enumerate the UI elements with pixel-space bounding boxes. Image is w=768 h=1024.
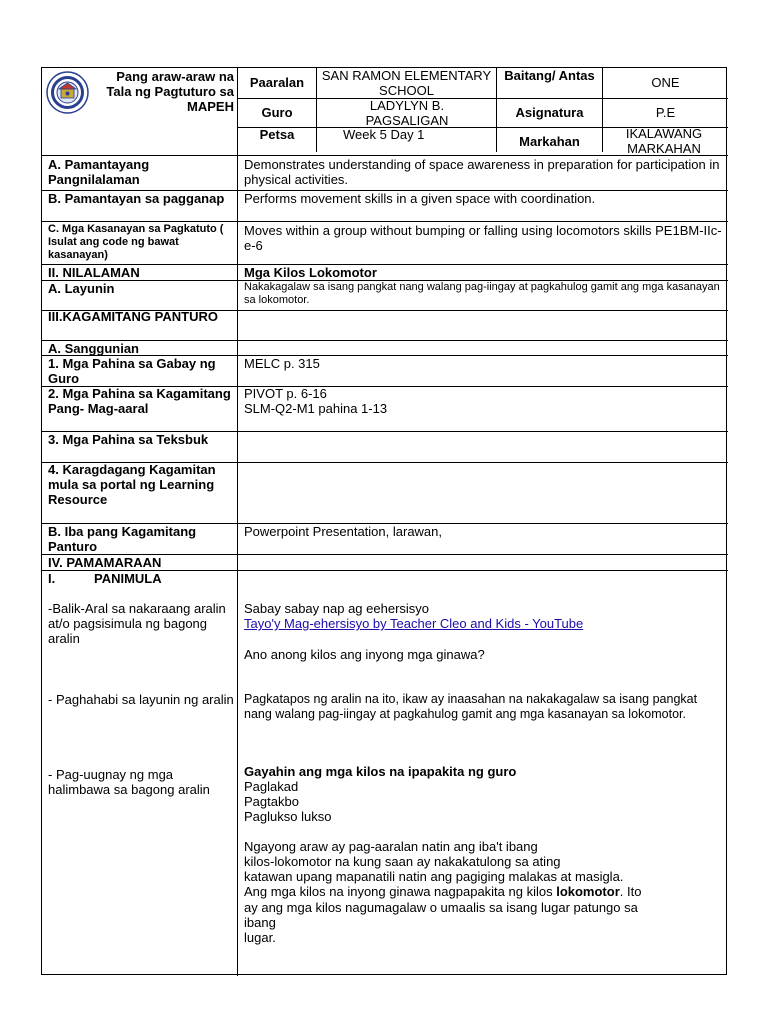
baitang-value: ONE (651, 75, 680, 90)
pag-uugnay-label: - Pag-uugnay ng mga halimbawa sa bagong aralin (48, 767, 210, 797)
paghahabi-label: - Paghahabi sa layunin ng aralin (48, 692, 234, 707)
teksbuk-label: 3. Mga Pahina sa Teksbuk (48, 432, 209, 447)
deped-seal (46, 71, 89, 114)
paragraph-text: . Ito (619, 884, 642, 899)
kagamitang-mag-aaral-label: 2. Mga Pahina sa Kagamitang Pang- Mag-aaral (48, 386, 231, 416)
kilos-paglukso: Paglukso lukso (244, 809, 332, 824)
pamantayan-sa-pagganap-label: B. Pamantayan sa pagganap (48, 191, 225, 206)
petsa-value: Week 5 Day 1 (343, 127, 425, 142)
paaralan-value: SAN RAMON ELEMENTARY SCHOOL (321, 68, 492, 98)
layunin-label: A. Layunin (48, 281, 115, 296)
layunin-value: Nakakagalaw sa isang pangkat nang walang pag-iingay at pagkahulog gamit ang mga kasanayan sa lokomotor. (244, 281, 720, 306)
pamamaraan-label: IV. PAMAMARAAN (48, 555, 162, 570)
document-title: Pang araw-araw na Tala ng Pagtuturo sa MAPEH (106, 69, 234, 114)
asignatura-label: Asignatura (515, 105, 584, 120)
guro-label: Guro (261, 105, 293, 120)
paragraph-text: Ang mga kilos na inyong ginawa nagpapakita ng kilos (244, 884, 557, 899)
pamantayang-pangnilalaman-label: A. Pamantayang Pangnilalaman (48, 157, 150, 187)
nilalaman-value: Mga Kilos Lokomotor (244, 265, 377, 280)
paragraph-line: Ngayong araw ay pag-aaralan natin ang iba't ibang (244, 839, 538, 854)
baitang-label: Baitang/ Antas (504, 68, 595, 83)
gayahin-heading: Gayahin ang mga kilos na ipapakita ng guro (244, 764, 517, 779)
paragraph-line: katawan upang mapanatili natin ang pagiging malakas at masigla. (244, 869, 624, 884)
lokomotor-emphasis: lokomotor (556, 884, 620, 899)
youtube-video-link[interactable]: Tayo'y Mag-ehersisyo by Teacher Cleo and Kids - YouTube (244, 616, 584, 631)
markahan-value: IKALAWANG MARKAHAN (625, 126, 703, 156)
pamantayang-pangnilalaman-value: Demonstrates understanding of space awareness in preparation for participation in physical activities. (244, 157, 720, 187)
gabay-ng-guro-value: MELC p. 315 (244, 356, 320, 371)
paragraph-line (244, 884, 641, 899)
iba-pang-kagamitan-value: Powerpoint Presentation, larawan, (244, 524, 443, 539)
markahan-label: Markahan (519, 134, 580, 149)
kagamitang-mag-aaral-value-1: PIVOT p. 6-16 (244, 386, 327, 401)
kagamitang-mag-aaral-value-2: SLM-Q2-M1 pahina 1-13 (244, 401, 388, 416)
guro-value: LADYLYN B. PAGSALIGAN (365, 98, 449, 128)
lesson-plan-table (41, 67, 727, 975)
row-divider (42, 221, 728, 222)
kasanayan-label: C. Mga Kasanayan sa Pagkatuto ( Isulat ang code ng bawat kasanayan) (48, 223, 224, 261)
row-divider (42, 155, 728, 156)
nilalaman-label: II. NILALAMAN (48, 265, 140, 280)
kagamitang-panturo-label: III.KAGAMITANG PANTURO (48, 309, 218, 324)
header-divider (237, 68, 238, 976)
header-divider (237, 98, 728, 99)
gabay-ng-guro-label: 1. Mga Pahina sa Gabay ng Guro (48, 356, 216, 386)
kilos-pagtakbo: Pagtakbo (244, 794, 299, 809)
paragraph-line: kilos-lokomotor na kung saan ay nakakatulong sa ating (244, 854, 561, 869)
paragraph-line: ibang (244, 915, 276, 930)
balik-aral-question: Ano anong kilos ang inyong mga ginawa? (244, 647, 485, 662)
kilos-paglakad: Paglakad (244, 779, 299, 794)
sanggunian-label: A. Sanggunian (48, 341, 139, 356)
asignatura-value: P.E (655, 105, 676, 120)
paaralan-label: Paaralan (249, 75, 305, 90)
kasanayan-value: Moves within a group without bumping or falling using locomotors skills PE1BM-IIc-e-6 (244, 223, 722, 253)
balik-aral-label: -Balik-Aral sa nakaraang aralin at/o pagsisimula ng bagong aralin (48, 601, 226, 646)
panimula-number: I. (48, 571, 56, 586)
paragraph-line: lugar. (244, 930, 276, 945)
deped-seal-icon (46, 71, 89, 114)
karagdagang-kagamitan-label: 4. Karagdagang Kagamitan mula sa portal ng Learning Resource (48, 462, 216, 507)
balik-aral-line: Sabay sabay nap ag eehersisyo (244, 601, 430, 616)
paragraph-line: ay ang mga kilos nagumagalaw o umaalis sa isang lugar patungo sa (244, 900, 638, 915)
iba-pang-kagamitan-label: B. Iba pang Kagamitang Panturo (48, 524, 197, 554)
panimula-heading: PANIMULA (94, 571, 162, 586)
pamantayan-sa-pagganap-value: Performs movement skills in a given space with coordination. (244, 191, 596, 206)
petsa-label: Petsa (259, 127, 295, 142)
paghahabi-value: Pagkatapos ng aralin na ito, ikaw ay inaasahan na nakakagalaw sa isang pangkat nang walang pag-iingay at pagkahulog gamit ang mga kasanayan sa lokomotor. (244, 692, 698, 721)
